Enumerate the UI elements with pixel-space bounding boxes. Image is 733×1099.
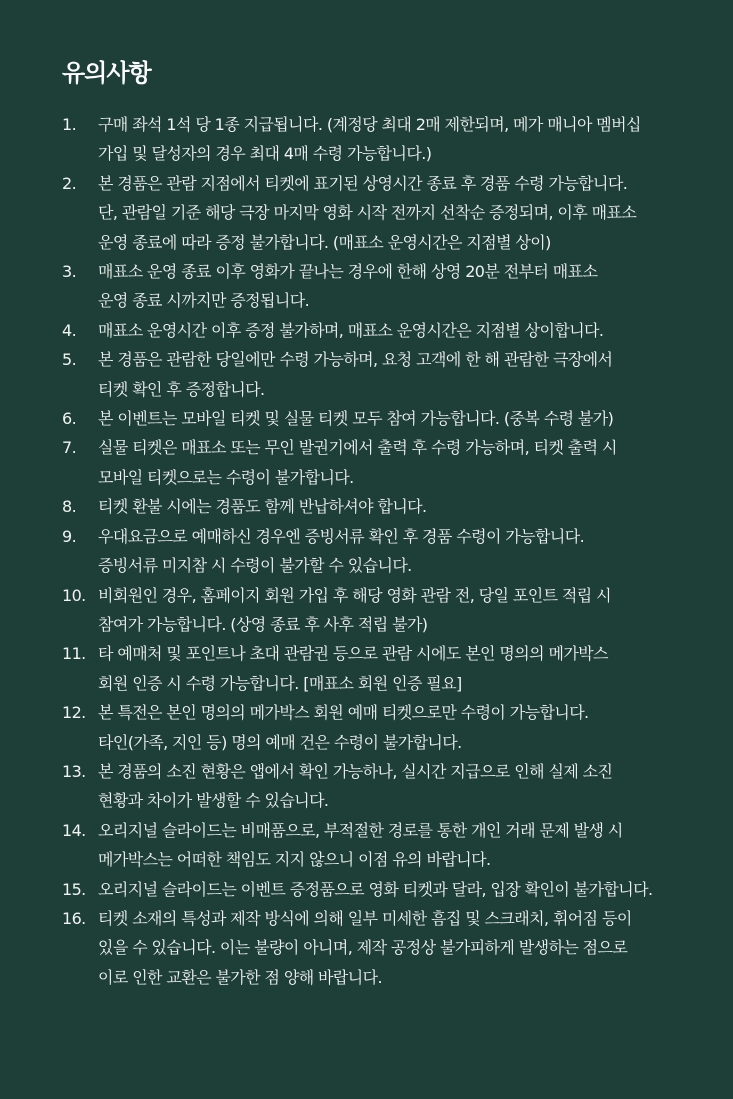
- notice-text-line: 비회원인 경우, 홈페이지 회원 가입 후 해당 영화 관람 전, 당일 포인트 적립 시: [98, 585, 611, 605]
- notice-item: [62, 581, 702, 640]
- notice-number: 1.: [62, 115, 77, 134]
- notice-number: 14.: [62, 820, 86, 840]
- notice-text-line: 운영 종료 시까지만 증정됩니다.: [98, 291, 310, 311]
- notice-list: [62, 110, 702, 992]
- notice-number: 13.: [62, 761, 86, 781]
- notice-item: [62, 698, 702, 757]
- notice-text-line: 티켓 환불 시에는 경품도 함께 반납하셔야 합니다.: [98, 497, 427, 517]
- notice-text-line: 티켓 소재의 특성과 제작 방식에 의해 일부 미세한 흠집 및 스크래치, 휘어짐 등이: [98, 908, 632, 928]
- notice-item: [62, 904, 702, 992]
- notice-item: [62, 639, 702, 698]
- notice-text-line: 매표소 운영 종료 이후 영화가 끝나는 경우에 한해 상영 20분 전부터 매표소: [98, 262, 598, 282]
- notice-text-line: 가입 및 달성자의 경우 최대 4매 수령 가능합니다.): [98, 144, 432, 164]
- notice-text-line: 본 이벤트는 모바일 티켓 및 실물 티켓 모두 참여 가능합니다. (중복 수령 불가): [98, 409, 614, 429]
- notice-number: 11.: [62, 644, 86, 664]
- notice-item: [62, 757, 702, 816]
- notice-number: 7.: [62, 438, 77, 458]
- notice-text-line: 회원 인증 시 수령 가능합니다. [매표소 회원 인증 필요]: [98, 673, 462, 693]
- notice-text-line: 본 특전은 본인 명의의 메가박스 회원 예매 티켓으로만 수령이 가능합니다.: [98, 703, 589, 723]
- notice-number: 15.: [62, 879, 86, 899]
- notice-item: [62, 492, 702, 521]
- notice-text-line: 오리지널 슬라이드는 비매품으로, 부적절한 경로를 통한 개인 거래 문제 발생 시: [98, 820, 623, 840]
- notice-text-line: 매표소 운영시간 이후 증정 불가하며, 매표소 운영시간은 지점별 상이합니다.: [98, 320, 604, 340]
- notice-number: 3.: [62, 262, 77, 282]
- notice-text-line: 모바일 티켓으로는 수령이 불가합니다.: [98, 467, 354, 487]
- notice-number: 16.: [62, 908, 86, 928]
- notice-text-line: 현황과 차이가 발생할 수 있습니다.: [98, 791, 329, 811]
- notice-text-line: 단, 관람일 기준 해당 극장 마지막 영화 시작 전까지 선착순 증정되며, 이후 매표소: [98, 203, 637, 223]
- notice-number: 12.: [62, 703, 86, 723]
- notice-text-line: 오리지널 슬라이드는 이벤트 증정품으로 영화 티켓과 달라, 입장 확인이 불가합니다.: [98, 879, 653, 899]
- notice-text-line: 있을 수 있습니다. 이는 불량이 아니며, 제작 공정상 불가피하게 발생하는 점으로: [98, 938, 628, 958]
- notice-text-line: 티켓 확인 후 증정합니다.: [98, 379, 265, 399]
- notice-number: 5.: [62, 350, 77, 370]
- notice-item: [62, 816, 702, 875]
- notice-item: [62, 522, 702, 581]
- notice-text-line: 메가박스는 어떠한 책임도 지지 않으니 이점 유의 바랍니다.: [98, 850, 491, 870]
- notice-number: 2.: [62, 173, 77, 193]
- notice-text-line: 이로 인한 교환은 불가한 점 양해 바랍니다.: [98, 967, 382, 987]
- notice-number: 9.: [62, 526, 77, 546]
- notice-text-line: 본 경품은 관람 지점에서 티켓에 표기된 상영시간 종료 후 경품 수령 가능합니다.: [98, 173, 628, 193]
- notice-number: 4.: [62, 320, 77, 340]
- notice-item: [62, 875, 702, 904]
- notice-item: [62, 110, 702, 169]
- notice-item: [62, 345, 702, 404]
- notice-text-line: 참여가 가능합니다. (상영 종료 후 사후 적립 불가): [98, 614, 428, 634]
- notice-text-line: 증빙서류 미지참 시 수령이 불가할 수 있습니다.: [98, 556, 412, 576]
- notice-item: [62, 433, 702, 492]
- notice-item: [62, 169, 702, 257]
- notice-text-line: 운영 종료에 따라 증정 불가합니다. (매표소 운영시간은 지점별 상이): [98, 232, 551, 252]
- notice-text-line: 실물 티켓은 매표소 또는 무인 발권기에서 출력 후 수령 가능하며, 티켓 출력 시: [98, 438, 617, 458]
- notice-item: [62, 316, 702, 345]
- notice-item: [62, 257, 702, 316]
- notice-number: 10.: [62, 585, 86, 605]
- notice-text-line: 타인(가족, 지인 등) 명의 예매 건은 수령이 불가합니다.: [98, 732, 462, 752]
- page-title: 유의사항: [62, 59, 151, 87]
- notice-text-line: 구매 좌석 1석 당 1종 지급됩니다. (계정당 최대 2매 제한되며, 메가 매니아 멤버십: [98, 115, 641, 134]
- notice-text-line: 타 예매처 및 포인트나 초대 관람권 등으로 관람 시에도 본인 명의의 메가박스: [98, 644, 608, 664]
- notice-text-line: 우대요금으로 예매하신 경우엔 증빙서류 확인 후 경품 수령이 가능합니다.: [98, 526, 585, 546]
- notice-item: [62, 404, 702, 433]
- notice-text-line: 본 경품의 소진 현황은 앱에서 확인 가능하나, 실시간 지급으로 인해 실제 소진: [98, 761, 613, 781]
- notice-number: 8.: [62, 497, 77, 517]
- notice-number: 6.: [62, 409, 77, 429]
- notice-text-line: 본 경품은 관람한 당일에만 수령 가능하며, 요청 고객에 한 해 관람한 극장에서: [98, 350, 613, 370]
